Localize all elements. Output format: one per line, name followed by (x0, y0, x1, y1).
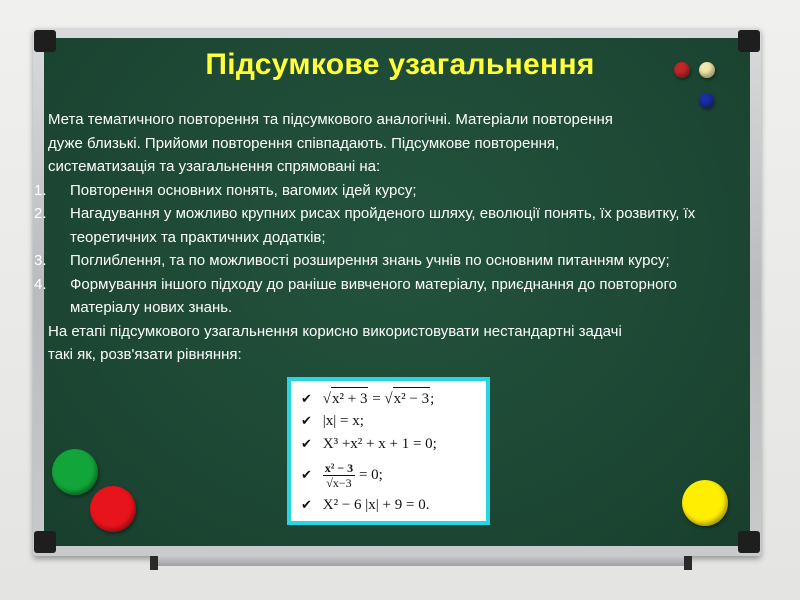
check-icon: ✔ (301, 498, 312, 513)
goals-list (34, 179, 748, 320)
tray-tab-left (150, 556, 158, 570)
intro-line: систематизація та узагальнення спрямовані на: (48, 158, 381, 175)
list-item-number: 4. (34, 275, 47, 293)
outro-line: такі як, розв'язати рівняння: (48, 346, 242, 363)
pin-cream-icon (699, 62, 715, 78)
equation-tail: = 0; (355, 467, 383, 483)
magnet-red-icon (90, 486, 136, 532)
list-item-number: 3. (34, 252, 47, 269)
pin-red-icon (674, 62, 690, 78)
intro-paragraph (48, 108, 748, 179)
frame-corner-bottom-left (34, 531, 56, 553)
list-item-number: 2. (34, 205, 47, 222)
list-item (34, 249, 748, 273)
fraction (323, 461, 355, 490)
list-item (34, 273, 748, 320)
sqrt-symbol: √ (322, 391, 331, 407)
list-item (34, 179, 748, 203)
list-item (34, 202, 748, 249)
list-item-text: Поглиблення, та по можливості розширення знань учнів по основним питанням курсу; (70, 252, 670, 269)
tray-tab-right (684, 556, 692, 570)
check-icon: ✔ (301, 414, 312, 429)
check-icon: ✔ (301, 437, 312, 452)
intro-line: дуже близькі. Прийоми повторення співпадають. Підсумкове повторення, (48, 134, 560, 152)
slide-body (34, 108, 748, 367)
equation-row (301, 456, 486, 494)
check-icon: ✔ (301, 468, 312, 483)
pin-blue-icon (699, 93, 714, 108)
list-item-text: Нагадування у можливо крупних рисах пройденого шляху, еволюції понять, їх розвитку, їх теоретичних та практичних додатків; (70, 205, 696, 246)
page-title: Підсумкове узагальнення (205, 48, 595, 81)
frame-corner-bottom-right (738, 531, 760, 553)
outro-paragraph (48, 320, 748, 367)
fraction-numerator: x² − 3 (324, 461, 354, 476)
equations-box (287, 377, 490, 525)
outro-line: На етапі підсумкового узагальнення корисно використовувати нестандартні задачі (48, 322, 622, 340)
list-item-text: Повторення основних понять, вагомих ідей курсу; (70, 181, 417, 199)
equation-row (301, 410, 486, 433)
equation-row (301, 433, 486, 456)
radicand: x² − 3 (393, 387, 430, 411)
equation-row (301, 387, 486, 410)
list-item-text: Формування іншого підходу до раніше вивченого матеріалу, приєднання до повторного матеріалу нових знань. (70, 275, 677, 316)
magnet-green-icon (52, 449, 98, 495)
check-icon: ✔ (301, 392, 312, 407)
equation-text: X³ +x² + x + 1 = 0; (322, 436, 437, 452)
fraction-denominator: √x−3 (326, 476, 352, 491)
equals-sign: = (368, 391, 385, 407)
marker-tray (150, 556, 690, 566)
equation-text: X² − 6 |x| + 9 = 0. (322, 497, 430, 513)
sqrt-symbol: √ (384, 391, 393, 407)
intro-line: Мета тематичного повторення та підсумкового аналогічні. Матеріали повторення (48, 111, 613, 128)
equation-tail: ; (430, 391, 435, 407)
list-item-number: 1. (34, 181, 47, 199)
radicand: x² + 3 (331, 387, 368, 411)
magnet-yellow-icon (682, 480, 728, 526)
equation-row (301, 494, 486, 517)
equation-text: |x| = x; (322, 413, 364, 429)
